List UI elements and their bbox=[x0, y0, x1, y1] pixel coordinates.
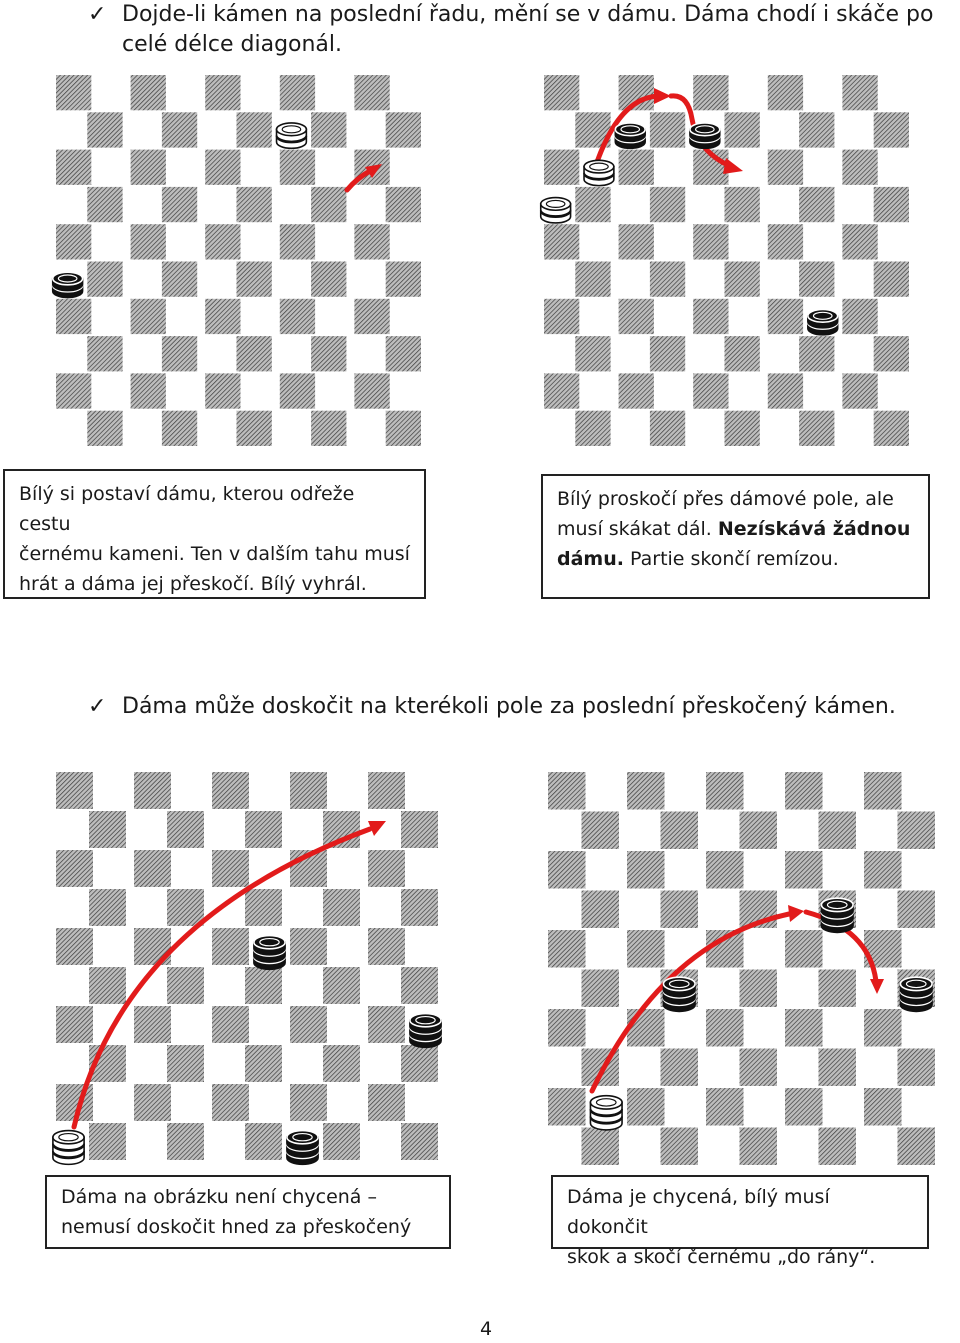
caption-box-2 bbox=[541, 474, 930, 599]
dark-square bbox=[167, 811, 204, 848]
dark-square bbox=[874, 336, 909, 371]
dark-square bbox=[740, 812, 778, 850]
white-piece bbox=[274, 112, 309, 148]
dark-square bbox=[237, 262, 272, 297]
dark-square bbox=[205, 373, 240, 408]
dark-square bbox=[544, 299, 579, 334]
dark-square bbox=[401, 1045, 438, 1082]
dark-square bbox=[650, 262, 685, 297]
board-3 bbox=[52, 771, 442, 1161]
dark-square bbox=[693, 373, 728, 408]
dark-square bbox=[548, 772, 586, 810]
dark-square bbox=[864, 1009, 902, 1047]
dark-square bbox=[131, 373, 166, 408]
dark-square bbox=[819, 1049, 857, 1087]
dark-square bbox=[627, 772, 665, 810]
dark-square bbox=[619, 299, 654, 334]
dark-square bbox=[237, 411, 272, 446]
dark-square bbox=[87, 411, 122, 446]
caption-line: Bílý proskočí přes dámové pole, ale bbox=[557, 488, 894, 510]
dark-square bbox=[368, 772, 405, 809]
dark-square bbox=[401, 967, 438, 1004]
dark-square bbox=[575, 262, 610, 297]
dark-square bbox=[874, 411, 909, 446]
dark-square bbox=[785, 1088, 823, 1126]
dark-square bbox=[323, 967, 360, 1004]
dark-square bbox=[56, 772, 93, 809]
dark-square bbox=[650, 336, 685, 371]
bullet-line: Dáma může doskočit na kterékoli pole za poslední přeskočený kámen. bbox=[122, 694, 896, 719]
dark-square bbox=[134, 850, 171, 887]
dark-square bbox=[56, 224, 91, 259]
arrow-head bbox=[723, 158, 743, 174]
dark-square bbox=[842, 373, 877, 408]
bullet-line: celé délce diagonál. bbox=[122, 32, 343, 57]
dark-square bbox=[874, 262, 909, 297]
dark-square bbox=[162, 112, 197, 147]
dark-square bbox=[354, 373, 389, 408]
dark-square bbox=[799, 411, 834, 446]
dark-square bbox=[619, 224, 654, 259]
dark-square bbox=[87, 187, 122, 222]
white-piece bbox=[50, 1123, 87, 1164]
dark-square bbox=[167, 967, 204, 1004]
dark-square bbox=[354, 224, 389, 259]
caption-box-4 bbox=[551, 1175, 929, 1268]
dark-square bbox=[134, 772, 171, 809]
dark-square bbox=[575, 411, 610, 446]
caption-line bbox=[557, 544, 914, 574]
dark-square bbox=[280, 299, 315, 334]
dark-square bbox=[368, 928, 405, 965]
dark-square bbox=[706, 851, 744, 889]
dark-square bbox=[768, 75, 803, 110]
dark-square bbox=[706, 772, 744, 810]
black-piece bbox=[284, 1123, 321, 1164]
dark-square bbox=[785, 851, 823, 889]
dark-square bbox=[898, 891, 936, 929]
dark-square bbox=[245, 1123, 282, 1160]
dark-square bbox=[354, 299, 389, 334]
dark-square bbox=[205, 299, 240, 334]
black-piece bbox=[819, 891, 857, 933]
dark-square bbox=[311, 336, 346, 371]
dark-square bbox=[544, 373, 579, 408]
dark-square bbox=[627, 930, 665, 968]
dark-square bbox=[280, 224, 315, 259]
dark-square bbox=[368, 850, 405, 887]
dark-square bbox=[87, 262, 122, 297]
dark-square bbox=[131, 299, 166, 334]
dark-square bbox=[627, 1088, 665, 1126]
caption-box-1 bbox=[3, 469, 426, 599]
dark-square bbox=[212, 772, 249, 809]
dark-square bbox=[768, 150, 803, 185]
dark-square bbox=[368, 1006, 405, 1043]
dark-square bbox=[819, 970, 857, 1008]
dark-square bbox=[575, 187, 610, 222]
black-piece bbox=[613, 112, 648, 148]
dark-square bbox=[898, 1128, 936, 1166]
arrow-head bbox=[654, 88, 671, 104]
board-4 bbox=[544, 771, 939, 1166]
caption-line: Dáma je chycená, bílý musí dokončit bbox=[567, 1186, 830, 1238]
board-2 bbox=[540, 74, 913, 447]
dark-square bbox=[693, 224, 728, 259]
white-piece bbox=[588, 1088, 626, 1130]
dark-square bbox=[89, 967, 126, 1004]
dark-square bbox=[311, 411, 346, 446]
dark-square bbox=[386, 187, 421, 222]
dark-square bbox=[725, 112, 760, 147]
dark-square bbox=[661, 1128, 699, 1166]
caption-line: Dáma na obrázku není chycená – bbox=[61, 1186, 377, 1208]
dark-square bbox=[56, 299, 91, 334]
dark-square bbox=[245, 1045, 282, 1082]
dark-square bbox=[401, 811, 438, 848]
dark-square bbox=[548, 1009, 586, 1047]
dark-square bbox=[56, 850, 93, 887]
dark-square bbox=[740, 970, 778, 1008]
dark-square bbox=[785, 772, 823, 810]
dark-square bbox=[280, 373, 315, 408]
dark-square bbox=[131, 150, 166, 185]
dark-square bbox=[627, 851, 665, 889]
dark-square bbox=[819, 1128, 857, 1166]
checkerboard-4 bbox=[544, 771, 939, 1166]
dark-square bbox=[237, 187, 272, 222]
bullet-landing bbox=[88, 692, 948, 722]
dark-square bbox=[650, 411, 685, 446]
dark-square bbox=[401, 1123, 438, 1160]
dark-square bbox=[167, 1123, 204, 1160]
dark-square bbox=[706, 1009, 744, 1047]
dark-square bbox=[768, 224, 803, 259]
dark-square bbox=[864, 772, 902, 810]
dark-square bbox=[386, 112, 421, 147]
caption-text: Partie skončí remízou. bbox=[623, 548, 839, 570]
black-piece bbox=[805, 299, 840, 335]
dark-square bbox=[212, 850, 249, 887]
black-piece bbox=[407, 1006, 444, 1047]
checkerboard-1 bbox=[52, 74, 425, 447]
arrow-head bbox=[788, 905, 804, 922]
dark-square bbox=[898, 1049, 936, 1087]
dark-square bbox=[799, 262, 834, 297]
dark-square bbox=[582, 1128, 620, 1166]
dark-square bbox=[548, 930, 586, 968]
dark-square bbox=[167, 889, 204, 926]
dark-square bbox=[725, 336, 760, 371]
dark-square bbox=[131, 75, 166, 110]
dark-square bbox=[323, 1123, 360, 1160]
dark-square bbox=[280, 75, 315, 110]
dark-square bbox=[212, 1084, 249, 1121]
black-piece bbox=[898, 970, 936, 1012]
caption-box-3 bbox=[45, 1175, 451, 1249]
dark-square bbox=[237, 336, 272, 371]
dark-square bbox=[131, 224, 166, 259]
dark-square bbox=[650, 112, 685, 147]
dark-square bbox=[582, 812, 620, 850]
dark-square bbox=[56, 75, 91, 110]
dark-square bbox=[323, 889, 360, 926]
dark-square bbox=[740, 1049, 778, 1087]
dark-square bbox=[89, 889, 126, 926]
caption-line: nemusí doskočit hned za přeskočený bbox=[61, 1216, 412, 1238]
dark-square bbox=[898, 812, 936, 850]
board-1 bbox=[52, 74, 425, 447]
dark-square bbox=[245, 811, 282, 848]
dark-square bbox=[212, 928, 249, 965]
dark-square bbox=[311, 187, 346, 222]
dark-square bbox=[323, 1045, 360, 1082]
dark-square bbox=[56, 373, 91, 408]
dark-square bbox=[842, 299, 877, 334]
bullet-text bbox=[122, 692, 896, 722]
dark-square bbox=[874, 112, 909, 147]
dark-square bbox=[212, 1006, 249, 1043]
dark-square bbox=[401, 889, 438, 926]
caption-line: skok a skočí černému „do rány“. bbox=[567, 1246, 876, 1268]
dark-square bbox=[205, 150, 240, 185]
dark-square bbox=[619, 150, 654, 185]
dark-square bbox=[167, 1045, 204, 1082]
dark-square bbox=[205, 75, 240, 110]
dark-square bbox=[842, 75, 877, 110]
dark-square bbox=[354, 75, 389, 110]
dark-square bbox=[311, 262, 346, 297]
dark-square bbox=[785, 1009, 823, 1047]
dark-square bbox=[280, 150, 315, 185]
dark-square bbox=[89, 1123, 126, 1160]
caption-text: musí skákat dál. bbox=[557, 518, 718, 540]
bullet-promotion bbox=[88, 0, 948, 60]
dark-square bbox=[661, 891, 699, 929]
caption-emphasis: dámu. bbox=[557, 548, 624, 570]
dark-square bbox=[368, 1084, 405, 1121]
dark-square bbox=[819, 812, 857, 850]
dark-square bbox=[544, 75, 579, 110]
dark-square bbox=[56, 150, 91, 185]
white-piece bbox=[581, 150, 616, 186]
dark-square bbox=[290, 772, 327, 809]
dark-square bbox=[386, 262, 421, 297]
dark-square bbox=[693, 299, 728, 334]
dark-square bbox=[725, 187, 760, 222]
dark-square bbox=[548, 1088, 586, 1126]
dark-square bbox=[290, 1084, 327, 1121]
page-number: 4 bbox=[480, 1318, 493, 1340]
dark-square bbox=[290, 1006, 327, 1043]
dark-square bbox=[874, 187, 909, 222]
dark-square bbox=[619, 373, 654, 408]
dark-square bbox=[87, 336, 122, 371]
dark-square bbox=[162, 411, 197, 446]
black-piece bbox=[661, 970, 699, 1012]
dark-square bbox=[864, 851, 902, 889]
caption-line bbox=[557, 514, 914, 544]
dark-square bbox=[56, 1006, 93, 1043]
black-piece bbox=[687, 112, 722, 148]
dark-square bbox=[87, 112, 122, 147]
check-icon: ✓ bbox=[88, 2, 107, 27]
dark-square bbox=[650, 187, 685, 222]
dark-square bbox=[245, 889, 282, 926]
dark-square bbox=[290, 928, 327, 965]
dark-square bbox=[582, 891, 620, 929]
dark-square bbox=[725, 262, 760, 297]
dark-square bbox=[548, 851, 586, 889]
dark-square bbox=[706, 1088, 744, 1126]
dark-square bbox=[799, 112, 834, 147]
dark-square bbox=[134, 1006, 171, 1043]
dark-square bbox=[162, 262, 197, 297]
dark-square bbox=[842, 224, 877, 259]
dark-square bbox=[693, 75, 728, 110]
dark-square bbox=[544, 150, 579, 185]
check-icon: ✓ bbox=[88, 694, 107, 719]
caption-line: hrát a dáma jej přeskočí. Bílý vyhrál. bbox=[19, 573, 367, 595]
dark-square bbox=[799, 336, 834, 371]
black-piece bbox=[50, 262, 85, 298]
checkerboard-3 bbox=[52, 771, 442, 1161]
dark-square bbox=[768, 373, 803, 408]
dark-square bbox=[162, 336, 197, 371]
dark-square bbox=[582, 970, 620, 1008]
dark-square bbox=[864, 1088, 902, 1126]
dark-square bbox=[386, 336, 421, 371]
dark-square bbox=[661, 1049, 699, 1087]
dark-square bbox=[237, 112, 272, 147]
dark-square bbox=[661, 812, 699, 850]
dark-square bbox=[768, 299, 803, 334]
dark-square bbox=[842, 150, 877, 185]
dark-square bbox=[785, 930, 823, 968]
dark-square bbox=[56, 928, 93, 965]
black-piece bbox=[251, 928, 288, 969]
white-piece bbox=[538, 187, 573, 223]
dark-square bbox=[245, 967, 282, 1004]
dark-square bbox=[575, 336, 610, 371]
caption-line: černému kameni. Ten v dalším tahu musí bbox=[19, 543, 410, 565]
bullet-text bbox=[122, 0, 933, 60]
checkerboard-2 bbox=[540, 74, 913, 447]
dark-square bbox=[134, 1084, 171, 1121]
arrow-head bbox=[870, 979, 884, 994]
bullet-line: Dojde-li kámen na poslední řadu, mění se v dámu. Dáma chodí i skáče po bbox=[122, 2, 934, 27]
dark-square bbox=[311, 112, 346, 147]
dark-square bbox=[386, 411, 421, 446]
dark-square bbox=[205, 224, 240, 259]
dark-square bbox=[740, 1128, 778, 1166]
dark-square bbox=[89, 811, 126, 848]
caption-line: Bílý si postaví dámu, kterou odřeže cestu bbox=[19, 483, 355, 535]
dark-square bbox=[627, 1009, 665, 1047]
dark-square bbox=[162, 187, 197, 222]
caption-emphasis: Nezískává žádnou bbox=[717, 518, 911, 540]
dark-square bbox=[725, 411, 760, 446]
dark-square bbox=[799, 187, 834, 222]
dark-square bbox=[544, 224, 579, 259]
